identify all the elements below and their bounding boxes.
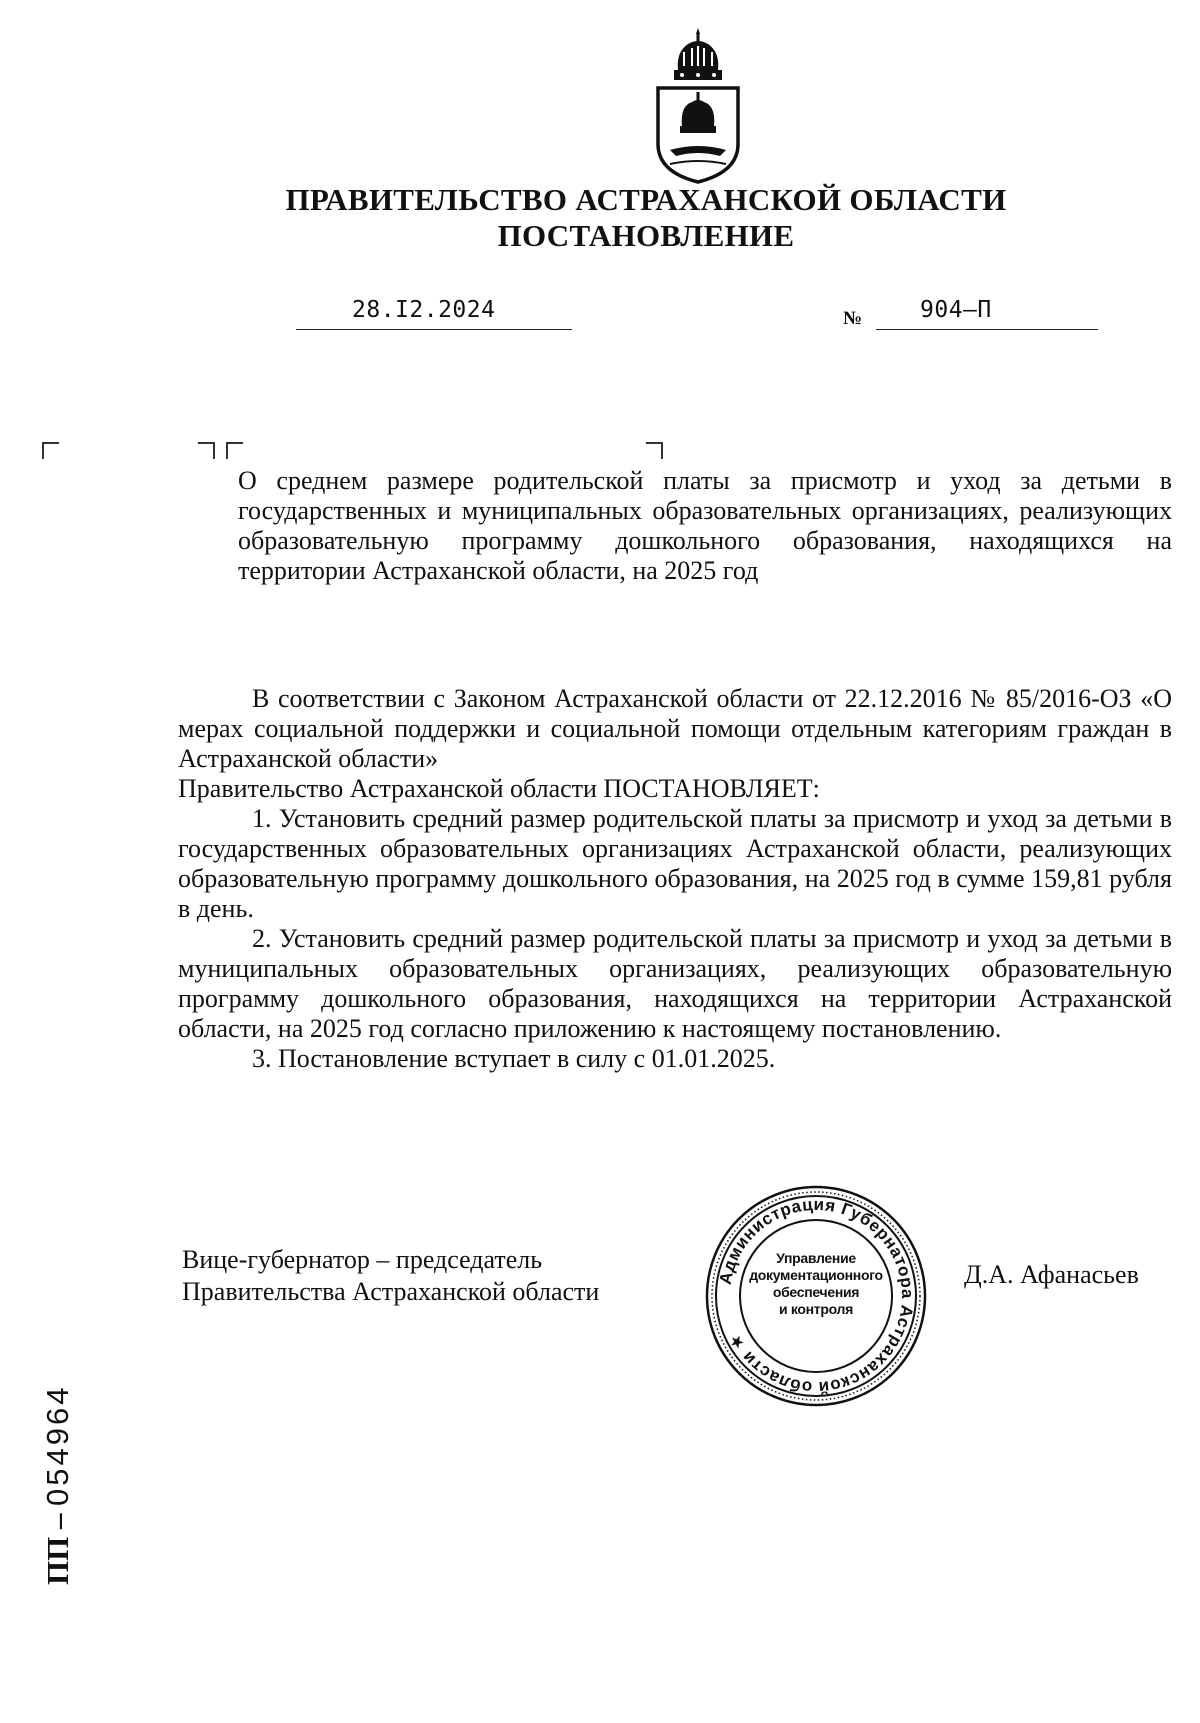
item-1-paragraph: 1. Установить средний размер родительской платы за присмотр и уход за детьми в государственных образовательных организациях Астраханской области, реализующих образовательную программу дошкольного образования, на 2025 год в сумме 159,81 рубля в день.	[178, 804, 1172, 923]
number-underline	[876, 329, 1098, 330]
serial-prefix: ПП –	[40, 1513, 75, 1585]
signatory-title-line-1: Вице-губернатор – председатель	[182, 1245, 543, 1274]
document-body	[178, 684, 1172, 1074]
document-number: 904–П	[920, 297, 992, 323]
stamp-line-4: и контроля	[778, 1301, 853, 1317]
intro-paragraph: В соответствии с Законом Астраханской области от 22.12.2016 № 85/2016-ОЗ «О мерах социальной поддержки и социальной помощи отдельным категориям граждан в Астраханской области»	[178, 684, 1172, 773]
stamp-line-2: документационного	[749, 1267, 883, 1283]
sheet-serial-number	[40, 1385, 76, 1585]
corner-mark	[198, 442, 215, 459]
document-date: 28.I2.2024	[352, 297, 496, 323]
corner-mark	[646, 442, 663, 459]
number-sign: №	[843, 308, 863, 329]
signatory-title-line-2: Правительства Астраханской области	[182, 1277, 600, 1306]
stamp-line-3: обеспечения	[772, 1284, 860, 1300]
serial-digits: 054964	[40, 1384, 75, 1507]
stamp-center-text	[746, 1250, 886, 1318]
signatory-name: Д.А. Афанасьев	[964, 1260, 1139, 1289]
decree-paragraph: Правительство Астраханской области ПОСТАНОВЛЯЕТ:	[178, 774, 820, 803]
signatory-title	[182, 1244, 599, 1308]
corner-mark	[226, 442, 243, 459]
corner-mark	[42, 442, 59, 459]
item-3-paragraph: 3. Постановление вступает в силу с 01.01.2025.	[252, 1044, 776, 1073]
date-underline	[296, 329, 572, 330]
item-2-paragraph: 2. Установить средний размер родительской платы за присмотр и уход за детьми в муниципальных образовательных организациях, реализующих образовательную программу дошкольного образования, находящихся на территории Астраханской области, на 2025 год согласно приложению к настоящему постановлению.	[178, 924, 1172, 1043]
coat-of-arms-emblem	[648, 26, 748, 186]
document-subject: О среднем размере родительской платы за присмотр и уход за детьми в государственных и муниципальных образовательных организациях, реализующих образовательную программу дошкольного образования, находящихся на территории Астраханской области, на 2025 год	[238, 466, 1172, 585]
government-title: ПРАВИТЕЛЬСТВО АСТРАХАНСКОЙ ОБЛАСТИ	[285, 182, 1007, 217]
stamp-ring-text: Администрация Губернатора Астраханской области ★	[715, 1194, 918, 1398]
stamp-line-1: Управление	[776, 1250, 856, 1266]
document-type-title: ПОСТАНОВЛЕНИЕ	[497, 218, 795, 253]
